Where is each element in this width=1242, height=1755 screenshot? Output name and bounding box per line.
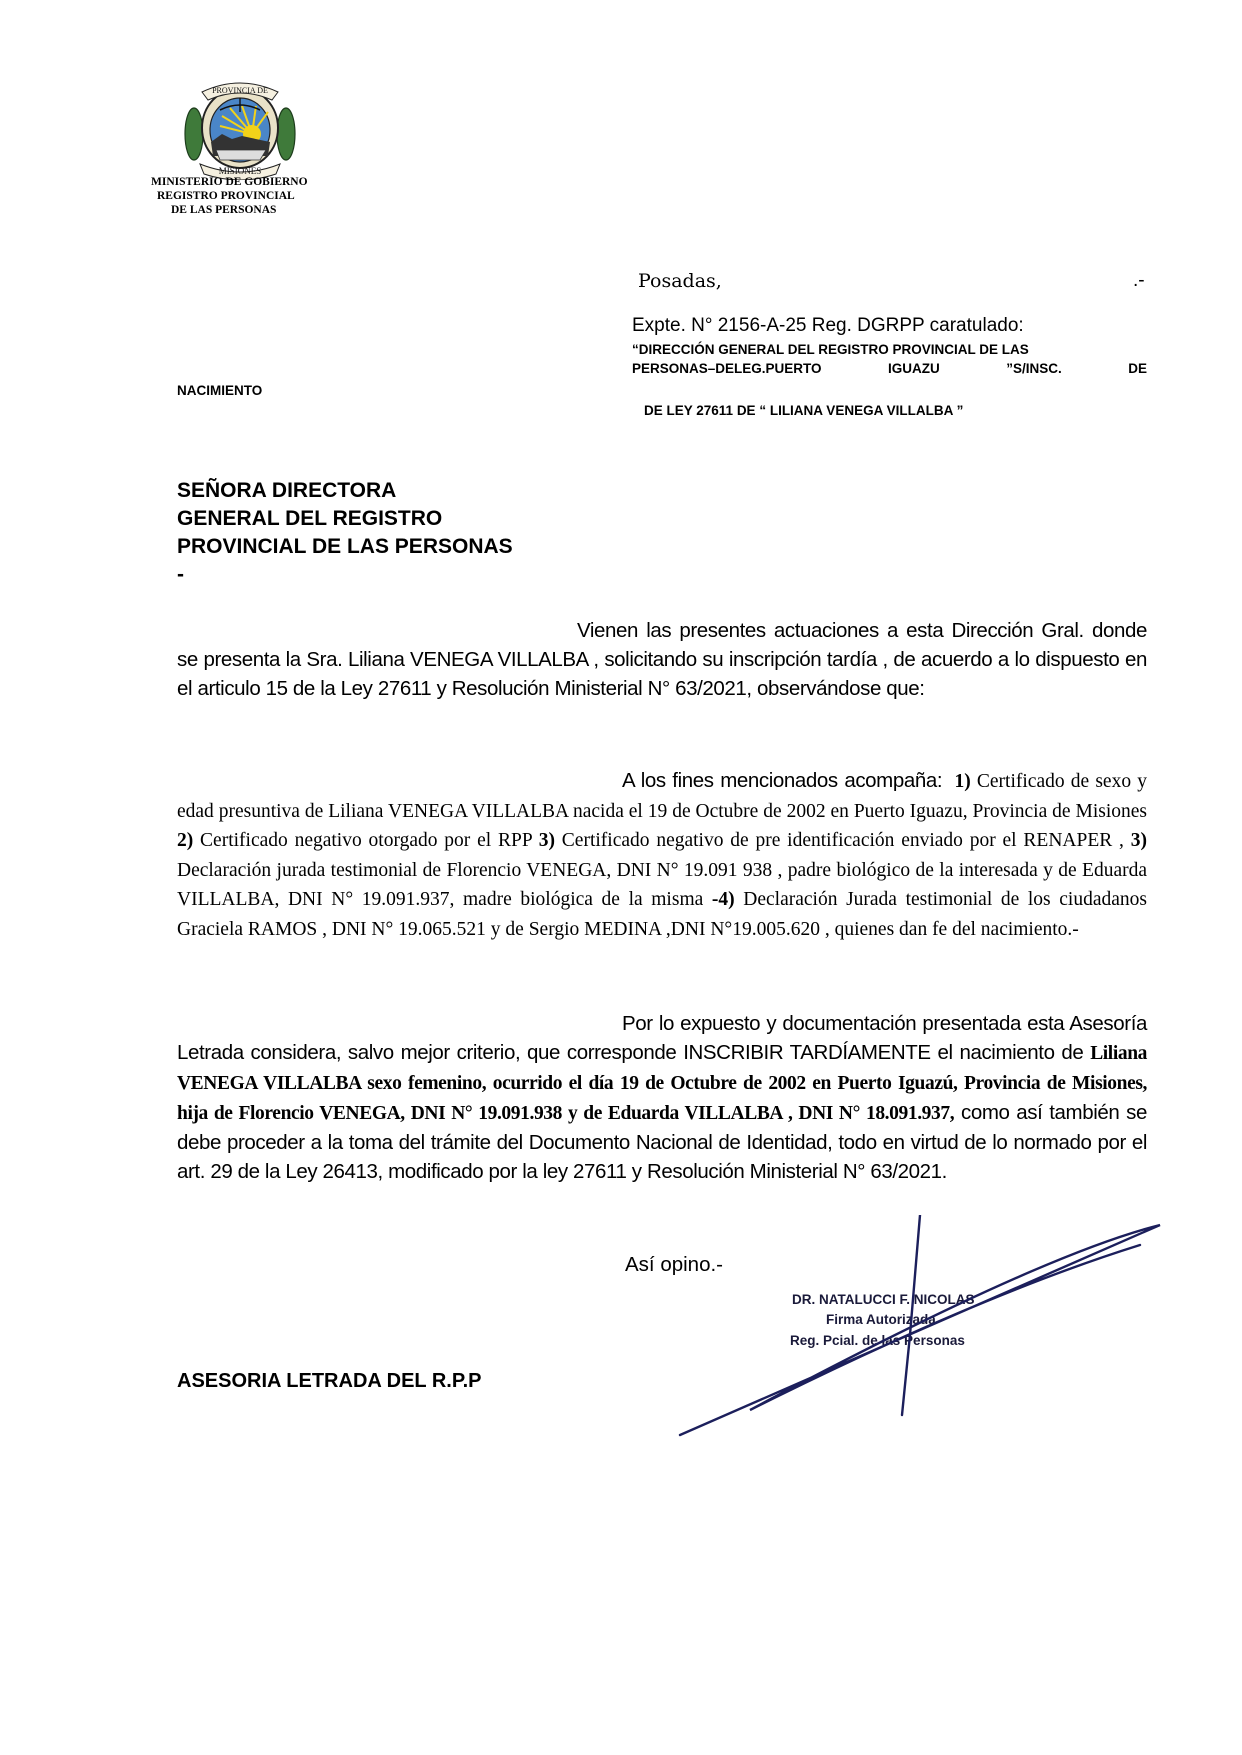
caption-part: ”S/INSC.: [1006, 361, 1062, 376]
conclusion-rest: como así también se debe proceder a la toma del trámite del Documento Nacional de Identidad, todo en virtud de lo normado por el art. 29 de la Ley 26413, modificado por la ley 27611 y Resolución Ministerial N° 63/2021.: [177, 1101, 1147, 1183]
item-text: Certificado de sexo y edad presuntiva de Liliana VENEGA VILLALBA nacida el 19 de Octubre de 2002 en Puerto Iguazu, Provincia de Misiones: [177, 771, 1147, 822]
caption-part: IGUAZU: [888, 361, 940, 376]
item-text: Declaración jurada testimonial de Florencio VENEGA, DNI N° 19.091 938 , padre biológico de la interesada y de Eduarda VILLALBA, DNI N° 19.091.937, madre biológica de la misma: [177, 859, 1147, 910]
stamp-name: DR. NATALUCCI F. NICOLAS: [792, 1292, 975, 1307]
caption-line-2: [632, 361, 1147, 376]
addressee-line-3: PROVINCIAL DE LAS PERSONAS: [177, 535, 513, 558]
caption-line-3: DE LEY 27611 DE “ LILIANA VENEGA VILLALBA ”: [644, 403, 964, 418]
paragraph-documents: [177, 766, 1147, 944]
stamp-office: Reg. Pcial. de las Personas: [790, 1333, 965, 1348]
coat-of-arms-icon: [180, 76, 300, 180]
closing-phrase: Así opino.-: [625, 1253, 723, 1276]
letterhead-registry: REGISTRO PROVINCIAL: [157, 190, 295, 202]
signer-office: ASESORIA LETRADA DEL R.P.P: [177, 1370, 482, 1392]
addressee-line-1: SEÑORA DIRECTORA: [177, 479, 397, 502]
caption-part: PERSONAS–DELEG.PUERTO: [632, 361, 822, 376]
paragraph-conclusion: [177, 1009, 1147, 1186]
paragraph-intro: [177, 616, 1147, 703]
conclusion-bold: Liliana VENEGA VILLALBA sexo femenino, ocurrido el día 19 de Octubre de 2002 en Puerto Iguazú, Provincia de Misiones, hija de Florencio VENEGA, DNI N° 19.091.938 y de Eduarda VILLALBA , DNI N° 18.091.937,: [177, 1043, 1147, 1124]
item-number: 3): [538, 830, 555, 851]
file-number: Expte. N° 2156-A-25 Reg. DGRPP caratulado:: [632, 315, 1024, 336]
paragraph-intro-text: Vienen las presentes actuaciones a esta Dirección Gral. donde se presenta la Sra. Liliana VENEGA VILLALBA , solicitando su inscripción tardía , de acuerdo a lo dispuesto en el articulo 15 de la Ley 27611 y Resolución Ministerial N° 63/2021, observándose que:: [177, 619, 1147, 700]
item-number: 2): [177, 830, 194, 851]
conclusion-intro: Por lo expuesto y documentación presentada esta Asesoría Letrada considera, salvo mejor criterio, que corresponde INSCRIBIR TARDÍAMENTE el nacimiento de: [177, 1012, 1147, 1064]
crest-top-text: PROVINCIA DE: [212, 86, 268, 95]
caption-left: NACIMIENTO: [177, 383, 263, 398]
documents-lead: A los fines mencionados acompaña:: [622, 769, 943, 792]
stamp-title: Firma Autorizada: [826, 1312, 936, 1327]
item-text: Declaración Jurada testimonial de los ciudadanos Graciela RAMOS , DNI N° 19.065.521 y de Sergio MEDINA ,DNI N°19.005.620 , quienes dan fe del nacimiento.-: [177, 889, 1147, 940]
letterhead-persons: DE LAS PERSONAS: [171, 204, 277, 216]
crest-bottom-text: MISIONES: [218, 166, 262, 176]
caption-part: DE: [1128, 361, 1147, 376]
place-date: Posadas,: [638, 270, 722, 292]
caption-line-1: “DIRECCIÓN GENERAL DEL REGISTRO PROVINCIAL DE LAS: [632, 342, 1029, 357]
letterhead-ministry: MINISTERIO DE GOBIERNO: [151, 176, 308, 188]
item-number: -4): [711, 889, 735, 910]
addressee-line-4: -: [177, 563, 184, 586]
addressee-line-2: GENERAL DEL REGISTRO: [177, 507, 443, 530]
item-number: 3): [1130, 830, 1147, 851]
place-date-end: .-: [1133, 270, 1145, 291]
item-number: 1): [954, 771, 971, 792]
item-text: Certificado negativo otorgado por el RPP: [193, 830, 539, 851]
item-text: Certificado negativo de pre identificación enviado por el RENAPER ,: [555, 830, 1131, 851]
